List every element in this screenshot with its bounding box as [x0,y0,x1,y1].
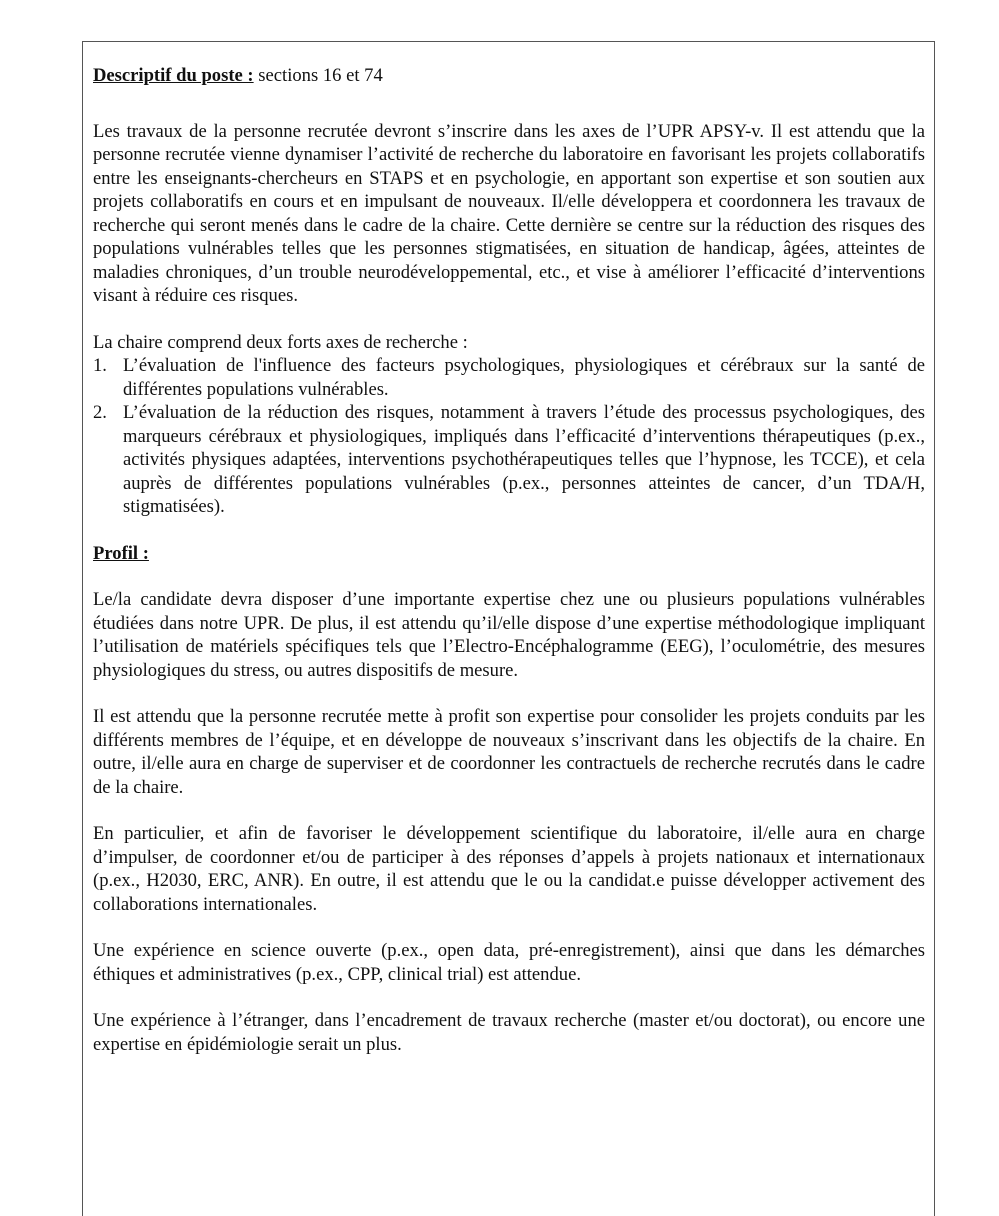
profil-paragraph: Une expérience à l’étranger, dans l’encadrement de travaux recherche (master et/ou doctorat), ou encore une expertise en épidémiologie serait un plus. [93,1010,925,1055]
descriptif-heading-line [93,64,925,88]
axes-list-item [93,401,925,519]
profil-paragraph: Le/la candidate devra disposer d’une importante expertise chez une ou plusieurs populations vulnérables étudiées dans notre UPR. De plus, il est attendu qu’il/elle dispose d’une expertise méthodologique impliquant l’utilisation de matériels spécifiques tels que l’Electro-Encéphalogramme (EEG), l’oculométrie, des mesures physiologiques du stress, ou autres dispositifs de mesure. [93,589,925,681]
axes-list-item [93,354,925,401]
descriptif-paragraph: Les travaux de la personne recrutée devront s’inscrire dans les axes de l’UPR APSY-v. Il est attendu que la personne recrutée vienne dynamiser l’activité de recherche du laboratoire en favorisant les projets collaboratifs entre les enseignants-chercheurs en STAPS et en psychologie, en apportant son expertise et son soutien aux projets collaboratifs en cours et en impulsant de nouveaux. Il/elle développera et coordonnera les travaux de recherche qui seront menés dans le cadre de la chaire. Cette dernière se centre sur la réduction des risques des populations vulnérables telles que les personnes stigmatisées, en situation de handicap, âgées, atteintes de maladies chroniques, d’un trouble neurodéveloppemental, etc., et vise à améliorer l’efficacité d’interventions visant à réduire ces risques. [93,120,925,306]
axes-item-number: 1. [93,355,107,376]
axes-item-text: L’évaluation de l'influence des facteurs psychologiques, physiologiques et cérébraux sur la santé de différentes populations vulnérables. [123,355,925,400]
profil-paragraph: En particulier, et afin de favoriser le développement scientifique du laboratoire, il/elle aura en charge d’impulser, de coordonner et/ou de participer à des réponses d’appels à projets nationaux et internationaux (p.ex., H2030, ERC, ANR). En outre, il est attendu que le ou la candidat.e puisse développer activement des collaborations internationales. [93,823,925,915]
axes-item-number: 2. [93,402,107,423]
axes-list [93,354,925,519]
profil-heading: Profil : [93,542,149,564]
axes-item-text: L’évaluation de la réduction des risques, notamment à travers l’étude des processus psychologiques, des marqueurs cérébraux et physiologiques, impliqués dans l’efficacité d’interventions thérapeutiques (p.ex., activités physiques adaptées, interventions psychothérapeutiques telles que l’hypnose, les TCCE), et cela auprès de différentes populations vulnérables (p.ex., personnes atteintes de cancer, d’un TDA/H, stigmatisées). [123,402,925,517]
profil-paragraph: Il est attendu que la personne recrutée mette à profit son expertise pour consolider les projets conduits par les différents membres de l’équipe, et en développe de nouveaux s’inscrivant dans les objectifs de la chaire. En outre, il/elle aura en charge de superviser et de coordonner les contractuels de recherche recrutés dans le cadre de la chaire. [93,706,925,798]
axes-intro: La chaire comprend deux forts axes de recherche : [93,331,468,353]
descriptif-heading: Descriptif du poste : [93,65,254,86]
profil-paragraph: Une expérience en science ouverte (p.ex., open data, pré-enregistrement), ainsi que dans les démarches éthiques et administratives (p.ex., CPP, clinical trial) est attendue. [93,940,925,985]
descriptif-subtitle: sections 16 et 74 [258,65,383,86]
profil-heading-line [93,542,925,566]
document-page [82,41,935,1216]
